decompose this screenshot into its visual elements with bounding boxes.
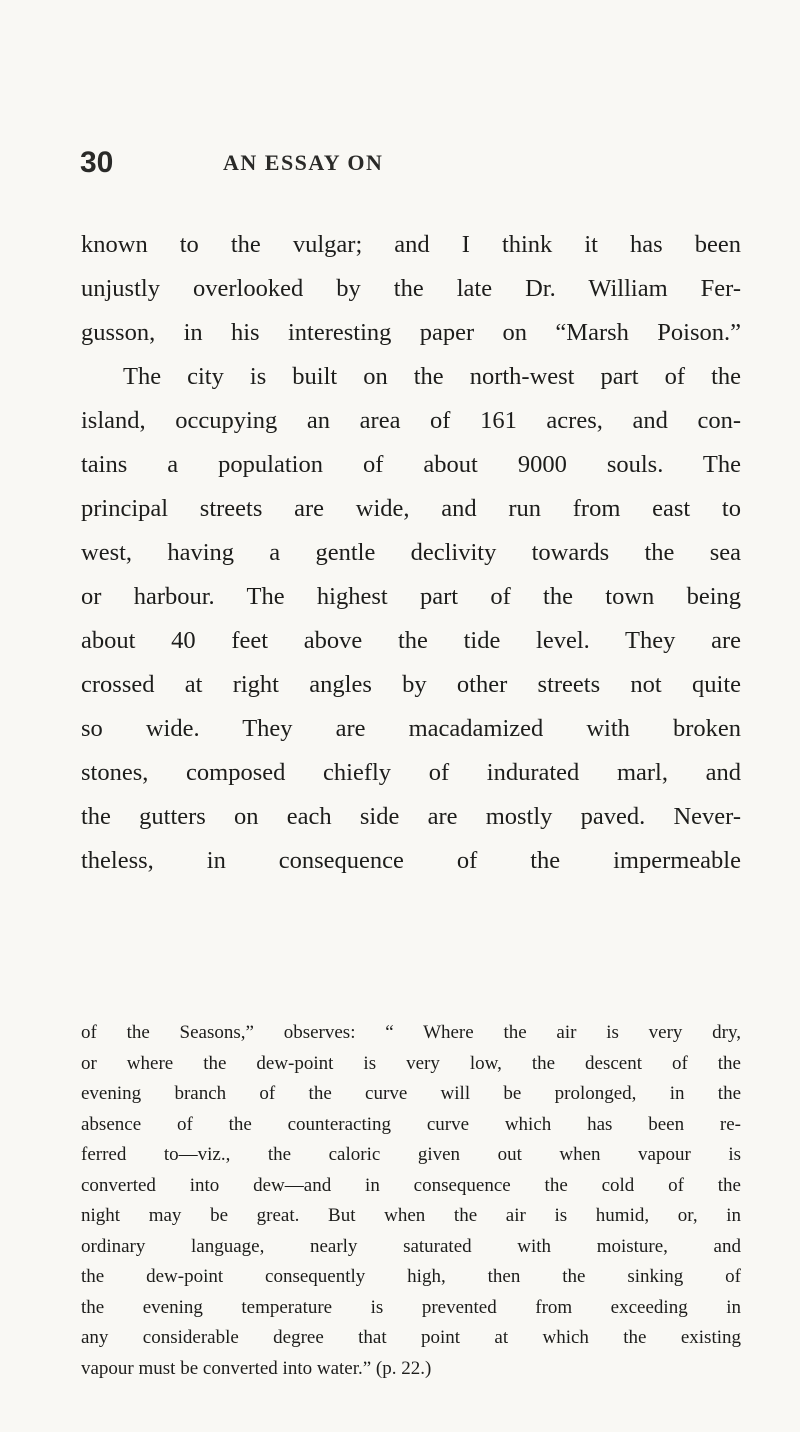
- body-line: gusson, in his interesting paper on “Marsh Poison.”: [81, 319, 741, 346]
- body-line: west, having a gentle declivity towards the sea: [81, 539, 741, 566]
- footnote-line: any considerable degree that point at which the existing: [81, 1327, 741, 1348]
- body-line: stones, composed chiefly of indurated marl, and: [81, 759, 741, 786]
- body-line: tains a population of about 9000 souls. The: [81, 451, 741, 478]
- footnote-line: converted into dew—and in consequence the cold of the: [81, 1174, 741, 1196]
- page-header: [0, 143, 800, 183]
- footnote-line: of the Seasons,” observes: “ Where the air is very dry,: [81, 1022, 741, 1043]
- footnote-line: ferred to—viz., the caloric given out when vapour is: [81, 1144, 741, 1165]
- footnote: [81, 1018, 741, 1384]
- footnote-line: vapour must be converted into water.” (p. 22.): [81, 1357, 432, 1379]
- body-line: The city is built on the north-west part of the: [123, 363, 741, 390]
- footnote-line: or where the dew-point is very low, the descent of the: [81, 1052, 741, 1074]
- body-text: [81, 223, 741, 883]
- body-line: theless, in consequence of the impermeable: [81, 847, 741, 874]
- body-line: island, occupying an area of 161 acres, and con-: [81, 407, 741, 434]
- running-head: AN ESSAY ON: [223, 150, 384, 175]
- footnote-line: the evening temperature is prevented from exceeding in: [81, 1296, 741, 1318]
- body-line: the gutters on each side are mostly paved. Never-: [81, 803, 741, 830]
- body-line: about 40 feet above the tide level. They are: [81, 627, 741, 654]
- body-line: crossed at right angles by other streets not quite: [81, 671, 741, 698]
- footnote-line: night may be great. But when the air is humid, or, in: [81, 1205, 741, 1226]
- footnote-line: absence of the counteracting curve which has been re-: [81, 1113, 741, 1135]
- footnote-line: the dew-point consequently high, then the sinking of: [81, 1266, 741, 1287]
- body-line: principal streets are wide, and run from east to: [81, 495, 741, 522]
- body-line: so wide. They are macadamized with broken: [81, 715, 741, 742]
- body-line: known to the vulgar; and I think it has been: [81, 231, 741, 258]
- page-number: 30: [80, 146, 114, 179]
- footnote-line: ordinary language, nearly saturated with moisture, and: [81, 1235, 741, 1257]
- body-line: unjustly overlooked by the late Dr. William Fer-: [81, 275, 741, 302]
- body-line: or harbour. The highest part of the town being: [81, 583, 741, 610]
- footnote-line: evening branch of the curve will be prolonged, in the: [81, 1083, 741, 1104]
